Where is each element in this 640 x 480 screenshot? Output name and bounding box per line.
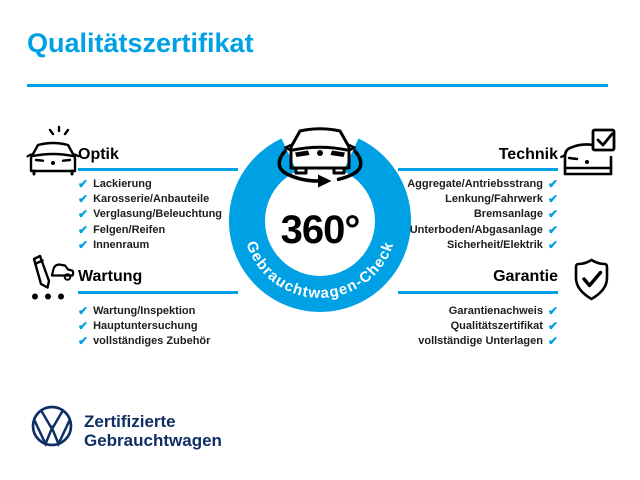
pencil [34,256,49,288]
car-checkbox-icon [561,130,614,174]
check-item-label: Innenraum [93,239,150,252]
section-title-wartung: Wartung [78,268,143,285]
dot [32,294,38,300]
small-car [52,265,73,276]
check-item-label: Verglasung/Beleuchtung [93,208,223,221]
check-icon: ✔ [78,222,89,237]
check-icon: ✔ [78,207,89,222]
check-item-label: Qualitätszertifikat [450,320,543,333]
emblem-dot [51,161,55,165]
service-checklist-icon [32,256,73,300]
check-item-label: Unterboden/Abgasanlage [409,223,543,236]
checkbox [593,130,614,150]
check-item-label: Lackierung [93,177,152,190]
headlight-left [295,151,310,158]
check-item-label: Bremsanlage [473,208,543,221]
vw-logo [33,407,71,445]
check-item-label: vollständige Unterlagen [418,335,543,348]
page-title: Qualitätszertifikat [27,28,254,58]
degree-label: 360° [280,208,360,252]
check-icon: ✔ [547,207,558,222]
wheel [65,274,71,280]
brand-line2: Gebrauchtwagen [84,431,222,450]
ring-curved-label: Gebrauchtwagen-Check [242,238,398,303]
section-title-optik: Optik [78,146,119,163]
dot [58,294,64,300]
check-icon: ✔ [547,176,558,191]
check-icon: ✔ [547,222,558,237]
section-title-technik: Technik [498,146,558,163]
emblem-dot [585,160,589,164]
check-icon: ✔ [547,319,558,334]
check-item-label: Wartung/Inspektion [93,304,196,317]
check-item-label: Sicherheit/Elektrik [446,239,543,252]
check-icon: ✔ [547,334,558,349]
check-item-label: Garantienachweis [448,304,543,317]
check-item-label: Felgen/Reifen [93,223,166,236]
check-icon: ✔ [78,334,89,349]
check-icon: ✔ [547,303,558,318]
check-icon: ✔ [78,176,89,191]
car-shine-icon [28,127,79,174]
section-title-garantie: Garantie [493,268,558,285]
shield [576,260,607,299]
check-item-label: vollständiges Zubehör [93,335,211,348]
emblem-dot [317,150,323,156]
check-item-label: Karosserie/Anbauteile [93,193,210,206]
headlight-right [331,151,346,158]
check-item-label: Lenkung/Fahrwerk [445,193,543,206]
shield-check [584,273,601,286]
check-icon: ✔ [547,192,558,207]
rotation-arrowhead [318,175,332,188]
check-icon: ✔ [78,192,89,207]
brand-line1: Zertifizierte [84,412,176,431]
shield-check-icon [576,260,607,299]
check-item-label: Aggregate/Antriebsstrang [407,177,543,190]
check-icon: ✔ [78,303,89,318]
check-icon: ✔ [547,238,558,253]
check-icon: ✔ [78,238,89,253]
dot [45,294,51,300]
check-icon: ✔ [78,319,89,334]
check-item-label: Hauptuntersuchung [93,320,198,333]
car-360-rotation-icon [279,129,361,188]
